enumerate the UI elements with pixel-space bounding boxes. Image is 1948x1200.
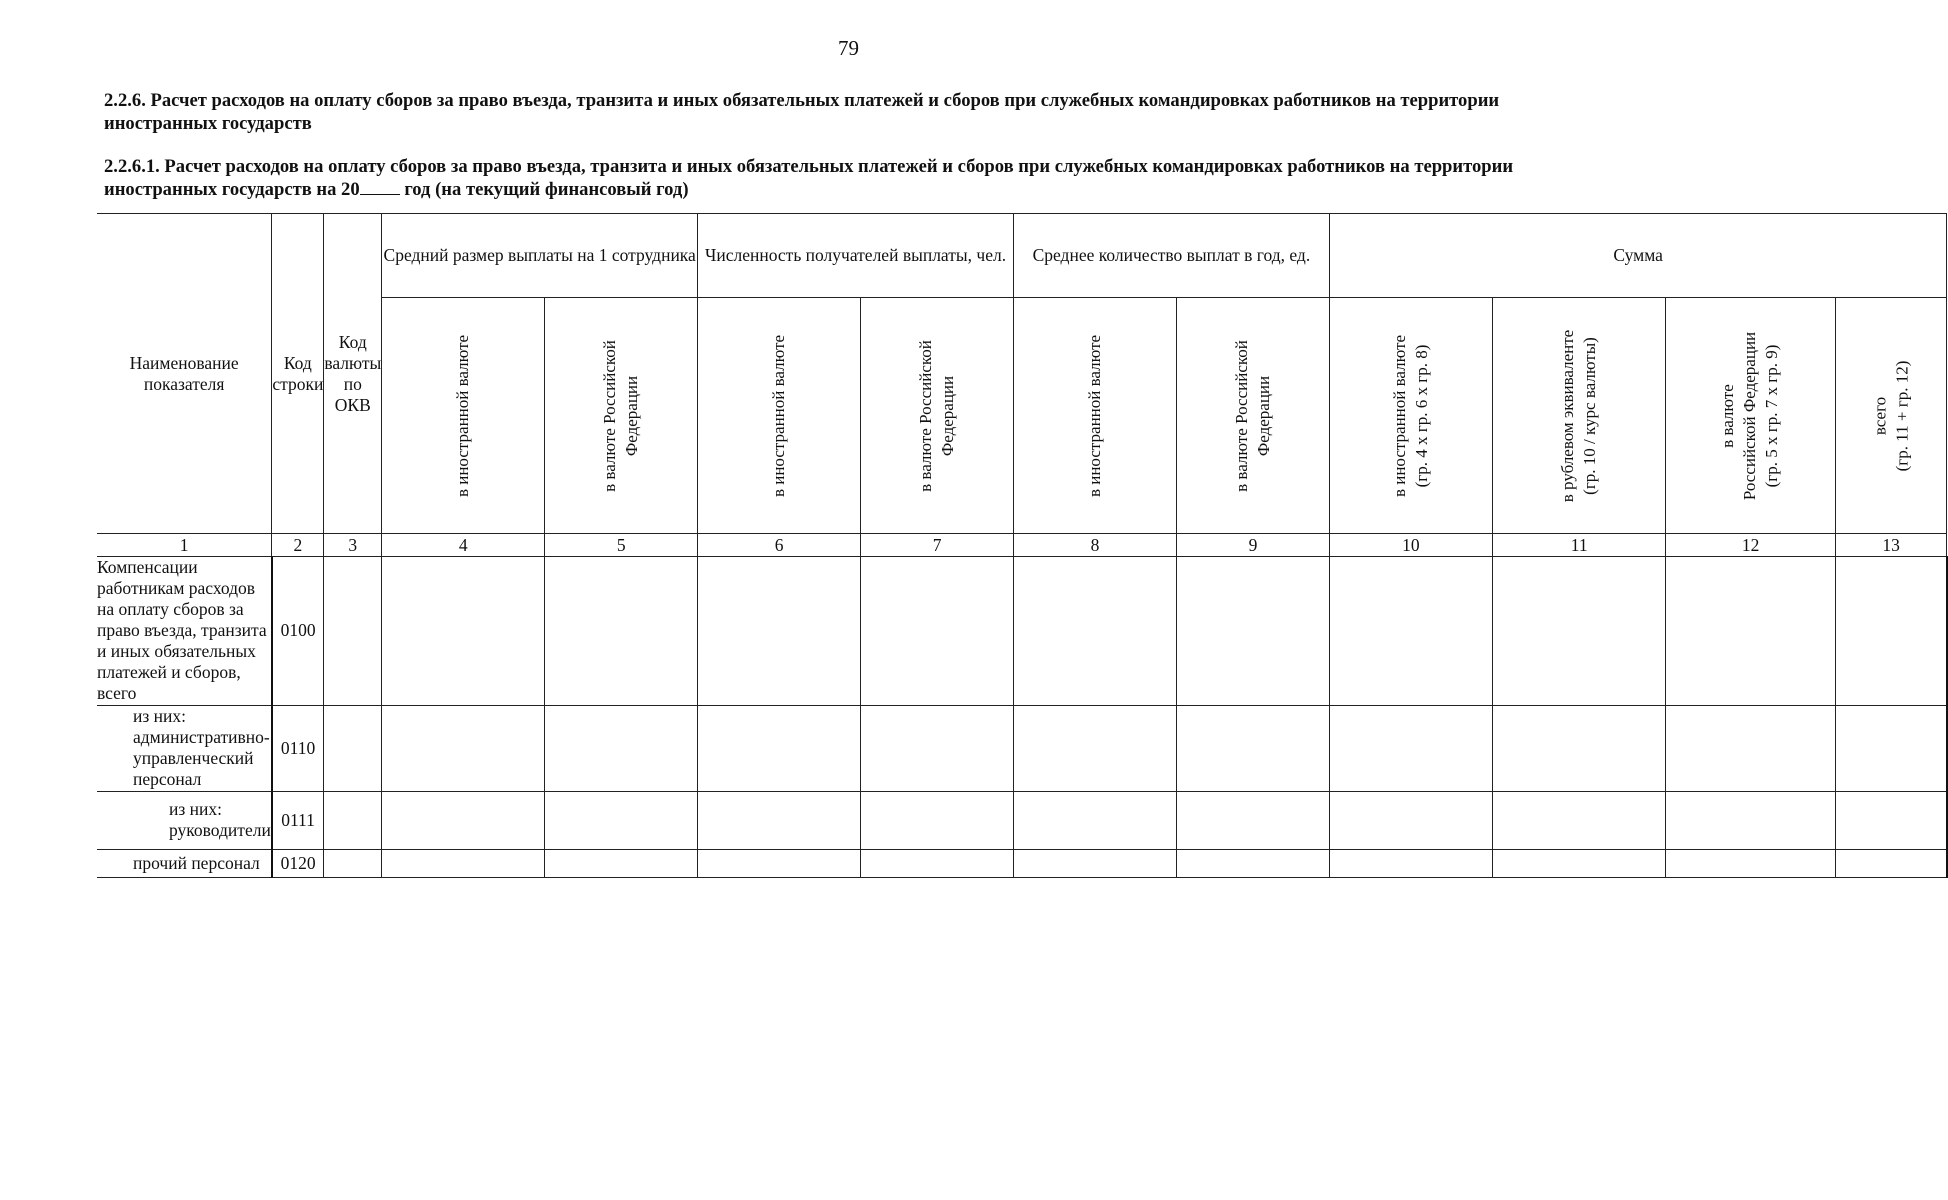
input-cell[interactable] [1492,557,1665,706]
input-cell[interactable] [1835,792,1947,850]
input-cell[interactable] [1329,706,1492,792]
c11-line2: (гр. 10 / курс валюты) [1580,336,1600,495]
input-cell[interactable] [861,850,1014,878]
calculation-table [97,213,1948,878]
input-cell[interactable] [1666,706,1835,792]
input-cell[interactable] [1329,792,1492,850]
c5-line1: в валюте Российской [600,339,620,492]
c7-line1: в валюте Российской [916,339,936,492]
column-number: 1 [97,534,272,557]
subheader-c7 [861,298,1014,534]
input-cell[interactable] [1013,850,1176,878]
input-cell[interactable] [1013,706,1176,792]
page-number: 79 [838,36,859,60]
input-cell[interactable] [1177,706,1330,792]
input-cell[interactable] [1492,706,1665,792]
section-heading: 2.2.6. Расчет расходов на оплату сборов за право въезда, транзита и иных обязательных платежей и сборов при служебных командировках работников на территории иностранных государств [104,90,1500,134]
subheader-c13-text [1869,360,1913,471]
c5-line2: Федерации [622,375,642,456]
subheader-c5-text [599,340,643,492]
row-prefix: из них: [169,799,222,819]
c10-line1: в иностранной валюте [1389,334,1409,497]
subheader-c5 [545,298,698,534]
input-cell[interactable] [1666,557,1835,706]
row-name: руководители [169,820,271,840]
input-cell[interactable] [545,792,698,850]
column-number: 13 [1835,534,1947,557]
subheader-c4 [382,298,545,534]
input-cell[interactable] [1492,850,1665,878]
subsection-heading-tail: год (на текущий финансовый год) [404,179,689,200]
row-code: 0111 [272,792,324,850]
input-cell[interactable] [861,792,1014,850]
input-cell[interactable] [382,706,545,792]
subheader-c8-text: в иностранной валюте [1085,334,1105,497]
input-cell[interactable] [382,557,545,706]
input-cell[interactable] [1177,792,1330,850]
input-cell[interactable] [1177,557,1330,706]
input-cell[interactable] [1666,792,1835,850]
table-row [97,792,1947,850]
c7-line2: Федерации [938,375,958,456]
input-cell[interactable] [382,850,545,878]
header-row-code: Код строки [272,214,324,534]
input-cell[interactable] [1492,792,1665,850]
row-code: 0100 [272,557,324,706]
input-cell[interactable] [1835,557,1947,706]
c12-line3: (гр. 5 х гр. 7 х гр. 9) [1762,344,1782,487]
row-name-cell [97,792,272,850]
subheader-c12 [1666,298,1835,534]
input-cell[interactable] [1835,706,1947,792]
c12-line1: в валюте [1718,383,1738,448]
subheader-c6 [698,298,861,534]
input-cell[interactable] [698,706,861,792]
input-cell[interactable] [861,706,1014,792]
row-code: 0110 [272,706,324,792]
subheader-c11 [1492,298,1665,534]
c13-line1: всего [1870,396,1890,435]
input-cell[interactable] [1329,557,1492,706]
table-row [97,557,1947,706]
subsection-heading [104,155,1524,201]
c10-line2: (гр. 4 х гр. 6 х гр. 8) [1411,344,1431,487]
input-cell[interactable] [382,792,545,850]
column-number-row [97,534,1947,557]
subheader-c7-text [915,340,959,492]
subheader-c10 [1329,298,1492,534]
header-indicator-name: Наименование показателя [97,214,272,534]
c12-line2: Российской Федерации [1740,331,1760,500]
column-number: 3 [324,534,382,557]
c11-line1: в рублевом эквиваленте [1558,329,1578,502]
input-cell[interactable] [1177,850,1330,878]
header-sum: Сумма [1329,214,1947,298]
column-number: 5 [545,534,698,557]
header-currency-code: Код валюты по ОКВ [324,214,382,534]
input-cell[interactable] [545,706,698,792]
input-cell[interactable] [1013,557,1176,706]
input-cell[interactable] [1329,850,1492,878]
row-name: прочий персонал [133,852,260,873]
c9-line2: Федерации [1253,375,1273,456]
input-cell[interactable] [545,557,698,706]
column-number: 10 [1329,534,1492,557]
subheader-c13 [1835,298,1947,534]
column-number: 12 [1666,534,1835,557]
input-cell[interactable] [545,850,698,878]
column-number: 6 [698,534,861,557]
header-avg-payment: Средний размер выплаты на 1 сотрудника [382,214,698,298]
column-number: 8 [1013,534,1176,557]
input-cell[interactable] [324,557,382,706]
row-name: Компенсации работникам расходов на оплату сборов за право въезда, транзита и иных обязательных платежей и сборов, всего [97,557,272,706]
input-cell[interactable] [698,557,861,706]
year-blank[interactable] [360,178,400,195]
column-number: 11 [1492,534,1665,557]
header-recipients-count: Численность получателей выплаты, чел. [698,214,1014,298]
subheader-c9 [1177,298,1330,534]
header-avg-quantity: Среднее количество выплат в год, ед. [1013,214,1329,298]
input-cell[interactable] [1013,792,1176,850]
table-row [97,850,1947,878]
input-cell[interactable] [861,557,1014,706]
row-name-cell [97,850,272,878]
input-cell[interactable] [324,706,382,792]
table-row [97,706,1947,792]
input-cell[interactable] [698,850,861,878]
input-cell[interactable] [1666,850,1835,878]
column-number: 7 [861,534,1014,557]
row-name-cell [97,706,272,792]
subheader-c12-text [1718,331,1784,499]
c13-line2: (гр. 11 + гр. 12) [1892,360,1912,471]
input-cell[interactable] [324,850,382,878]
subsection-heading-text: 2.2.6.1. Расчет расходов на оплату сборов за право въезда, транзита и иных обязательных платежей и сборов при служебных командировках работников на территории иностранных государств на 20 [104,156,1514,200]
input-cell[interactable] [1835,850,1947,878]
subheader-c10-text [1389,334,1433,496]
subheader-c11-text [1557,329,1601,501]
subheader-c9-text [1231,340,1275,492]
subheader-c4-text: в иностранной валюте [453,334,473,497]
subheader-c8 [1013,298,1176,534]
row-code: 0120 [272,850,324,878]
column-number: 4 [382,534,545,557]
input-cell[interactable] [324,792,382,850]
input-cell[interactable] [698,792,861,850]
c9-line1: в валюте Российской [1231,339,1251,492]
subheader-c6-text: в иностранной валюте [769,334,789,497]
column-number: 2 [272,534,324,557]
row-name: административно-управленческий персонал [133,727,270,789]
row-prefix: из них: [133,706,186,726]
column-number: 9 [1177,534,1330,557]
